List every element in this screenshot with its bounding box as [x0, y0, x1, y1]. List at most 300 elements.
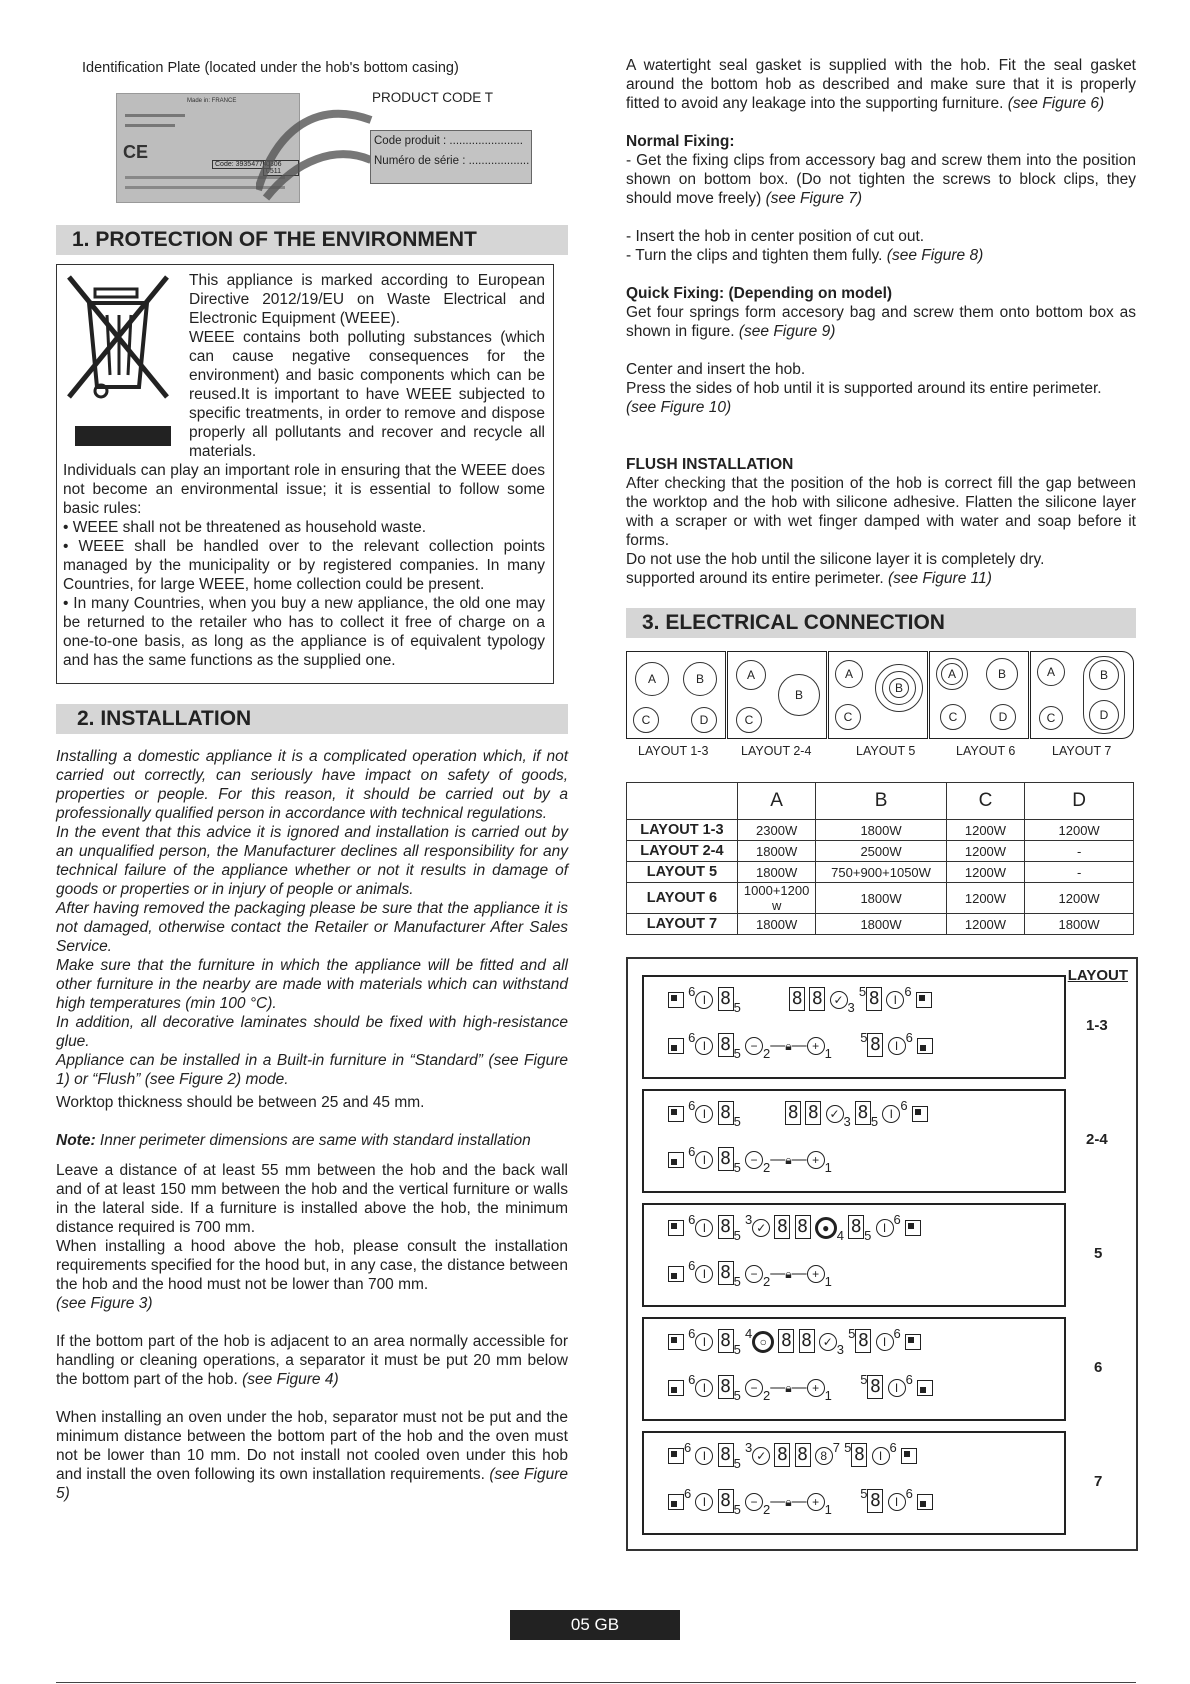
label-6: 6 [905, 1372, 913, 1387]
minus-icon: − [745, 1265, 763, 1283]
plate-made-in: Made in: FRANCE [187, 98, 237, 104]
power-icon: I [888, 1493, 906, 1511]
cell-b: 750+900+1050W [816, 862, 946, 883]
control-panel-2-4 [642, 1089, 1066, 1193]
insert-1: - Insert the hob in center position of cut out. [626, 228, 925, 245]
digit-display: 8 [851, 1443, 867, 1467]
zone-c: C [736, 707, 762, 733]
zone-indicator-icon [917, 1380, 933, 1396]
fitting-text [626, 56, 1136, 588]
control-panel-5 [642, 1203, 1066, 1307]
label-5: 5 [733, 1046, 741, 1061]
label-6: 6 [905, 1030, 913, 1045]
normal-fixing-text [626, 151, 1136, 208]
label-6: 6 [893, 1326, 901, 1341]
control-panel-6 [642, 1317, 1066, 1421]
digit-display: 8 [867, 1033, 883, 1057]
zone-b-triple [875, 664, 923, 712]
id-plate-figure [116, 90, 536, 210]
row-name: LAYOUT 1-3 [627, 820, 738, 841]
zone-indicator-icon [668, 1038, 684, 1054]
ce-mark: CE [123, 142, 149, 162]
timer-digit: 8 [774, 1215, 790, 1239]
zone-indicator-icon [668, 1220, 684, 1236]
timer-icon: ✓ [752, 1447, 770, 1465]
zone-indicator-icon [668, 1334, 684, 1350]
inst-d3 [56, 1332, 568, 1389]
label-5: 5 [860, 1486, 868, 1501]
plus-icon: + [807, 1265, 825, 1283]
flush-sup-body: supported around its entire perimeter. [626, 570, 884, 587]
minus-icon: − [745, 1379, 763, 1397]
timer-digit: 8 [785, 1101, 801, 1125]
label-1: 1 [824, 1274, 832, 1289]
code-produit: Code produit : ....................... [374, 135, 523, 147]
plus-icon: + [807, 1379, 825, 1397]
product-code-label: PRODUCT CODE T [372, 90, 494, 105]
label-1: 1 [824, 1388, 832, 1403]
weee-box [56, 264, 554, 684]
label-5: 5 [733, 1456, 741, 1471]
cell-c: 1200W [946, 862, 1025, 883]
weee-b2: • WEEE shall be handled over to the relevant collection points managed by the municipality or by registered companies. In many Countries, for large WEEE, home collection could be present. [63, 538, 545, 593]
label-5: 5 [733, 1114, 741, 1129]
digit-display: 8 [718, 1443, 734, 1467]
header-b: B [816, 783, 946, 820]
label-6: 6 [684, 1486, 692, 1501]
plus-icon: + [807, 1037, 825, 1055]
cell-a: 1800W [737, 914, 816, 935]
label-6: 6 [688, 1372, 696, 1387]
plate-arrows [256, 90, 376, 210]
row-name: LAYOUT 2-4 [627, 841, 738, 862]
insert-2 [626, 246, 1136, 265]
digit-display: 8 [718, 1489, 734, 1513]
inst-d4 [56, 1408, 568, 1503]
section-3-heading: 3. ELECTRICAL CONNECTION [626, 608, 1136, 638]
quick-fixing-text [626, 303, 1136, 341]
label-5: 5 [733, 1228, 741, 1243]
cell-a: 1800W [737, 841, 816, 862]
cell-c: 1200W [946, 820, 1025, 841]
control-panel-7 [642, 1431, 1066, 1535]
label-6: 6 [904, 984, 912, 999]
label-2: 2 [762, 1046, 771, 1061]
cell-b: 1800W [816, 914, 946, 935]
label-6: 6 [688, 1098, 696, 1113]
zone-indicator-icon [668, 992, 684, 1008]
cell-c: 1200W [946, 914, 1025, 935]
power-icon: I [695, 1151, 713, 1169]
timer-digit: 8 [795, 1215, 811, 1239]
timer-digit: 8 [795, 1443, 811, 1467]
power-icon: I [886, 991, 904, 1009]
page-number: 05 GB [510, 1610, 680, 1640]
power-icon: I [876, 1333, 894, 1351]
zone-indicator-icon [668, 1380, 684, 1396]
power-icon: I [872, 1447, 890, 1465]
cell-d: 1200W [1025, 883, 1134, 914]
panel-row-bottom: 6I 8 5 − 2—🔒︎— + 1 [668, 1147, 832, 1171]
plate-date: 0306 0511 [263, 160, 299, 176]
zone-d: D [990, 704, 1016, 730]
inst-d4-ref: (see Figure 5) [56, 1466, 568, 1502]
center-insert: Center and insert the hob. [626, 361, 806, 378]
section-1-heading: 1. PROTECTION OF THE ENVIRONMENT [56, 225, 568, 255]
panel-label-2-4: 2-4 [1086, 1131, 1108, 1148]
power-icon: I [695, 1447, 713, 1465]
panels-header: LAYOUT [1067, 967, 1128, 984]
normal-fixing-title: Normal Fixing: [626, 133, 735, 150]
label-1: 1 [824, 1160, 832, 1175]
panel-row-top [668, 1326, 921, 1357]
panel-label-7: 7 [1094, 1473, 1103, 1490]
inst-i2: In the event that this advice it is ignored and installation is carried out by an unqualified person, the Manufacturer declines all responsibility for any technical failure of the appliance whether or not it results in damage of goods or properties or in injury of people or animals. [56, 824, 568, 898]
quick-body: Get four springs form accesory bag and screw them onto bottom box as shown in figure. [626, 304, 1136, 340]
power-icon: I [695, 991, 713, 1009]
quick-ref: (see Figure 9) [738, 323, 836, 340]
zone-c: C [835, 704, 861, 730]
power-table [626, 782, 1134, 935]
panel-label-1-3: 1-3 [1086, 1017, 1108, 1034]
label-5: 5 [733, 1342, 741, 1357]
table-row [627, 914, 1134, 935]
digit-display: 8 [718, 1033, 734, 1057]
label-3: 3 [836, 1342, 844, 1357]
label-6: 6 [900, 1098, 908, 1113]
zone-indicator-icon [668, 1152, 684, 1168]
dual-zone-icon: ○ [752, 1331, 774, 1353]
cell-b: 2500W [816, 841, 946, 862]
cell-a: 2300W [737, 820, 816, 841]
zone-c: C [940, 704, 966, 730]
panel-row-top [668, 1440, 917, 1471]
timer-icon: ✓ [752, 1219, 770, 1237]
timer-digit: 8 [789, 987, 805, 1011]
header-empty [627, 783, 738, 820]
label-5: 5 [870, 1114, 879, 1129]
timer-digit: 8 [774, 1443, 790, 1467]
inst-d3-ref: (see Figure 4) [242, 1371, 339, 1388]
weee-p3: Individuals can play an important role in ensuring that the WEEE does not become an environmental issue; it is essential to follow some basic rules: [63, 462, 545, 517]
label-3: 3 [847, 1000, 855, 1015]
layout-6-diagram [929, 651, 1029, 739]
timer-icon: ✓ [819, 1333, 837, 1351]
digit-display: 8 [848, 1215, 864, 1239]
label-5: 5 [733, 1502, 741, 1517]
section-2-heading: 2. INSTALLATION [56, 704, 568, 734]
timer-digit: 8 [799, 1329, 815, 1353]
label-4: 4 [744, 1326, 753, 1341]
zone-indicator-icon [912, 1106, 928, 1122]
label-2: 2 [762, 1502, 771, 1517]
weee-p2: WEEE contains both polluting substances (which can cause negative consequences for the environment) and basic components which can be reused.It is important to have WEEE subjected to specific treatments, in order to remove and dispose properly all pollutants and recover and recycle all materials. [189, 329, 545, 460]
label-7: 7 [832, 1440, 840, 1455]
weee-bin-icon [63, 271, 173, 446]
note-text: Inner perimeter dimensions are same with standard installation [99, 1132, 531, 1149]
layout-2-4-diagram [727, 651, 827, 739]
digit-display: 8 [867, 1375, 883, 1399]
power-icon: I [882, 1105, 900, 1123]
power-icon: I [695, 1105, 713, 1123]
label-6: 6 [684, 1440, 692, 1455]
label-5: 5 [860, 1372, 868, 1387]
digit-display: 8 [866, 987, 882, 1011]
zone-b: B [778, 674, 820, 716]
timer-digit: 8 [805, 1101, 821, 1125]
plus-icon: + [807, 1493, 825, 1511]
panel-row-bottom: 6 I 8 5 − 2—🔒︎— + 1 5 8 I6 [668, 1489, 933, 1513]
power-icon: I [695, 1219, 713, 1237]
panel-label-5: 5 [1094, 1245, 1103, 1262]
label-6: 6 [688, 984, 696, 999]
weee-b3: • In many Countries, when you buy a new appliance, the old one may be returned to the retailer who has to collect it free of charge on a one-to-one basis, as long as the appliance is of equivalent typology and has the same functions as the supplied one. [63, 595, 545, 669]
seal-body: A watertight seal gasket is supplied with the hob. Fit the seal gasket around the bottom hob as described and make sure that it is properly fitted to avoid any leakage into the supporting furniture. [626, 57, 1136, 112]
zone-indicator-icon [668, 1448, 684, 1464]
zone-a: A [736, 660, 766, 690]
label-6: 6 [688, 1144, 696, 1159]
installation-text [56, 747, 568, 1503]
table-row [627, 862, 1134, 883]
normal-body: - Get the fixing clips from accessory bag and screw them into the position shown on bottom box. (Do not tighten the screws to block clips, they should move freely) [626, 152, 1136, 207]
bridge-zone-icon: 8 [815, 1447, 833, 1465]
power-icon: I [695, 1265, 713, 1283]
layout-caption-6: LAYOUT 6 [956, 744, 1016, 758]
digit-display: 8 [718, 987, 734, 1011]
label-5: 5 [733, 1160, 741, 1175]
label-5: 5 [733, 1000, 741, 1015]
label-6: 6 [893, 1212, 901, 1227]
zone-a: A [835, 660, 863, 688]
flush-title: FLUSH INSTALLATION [626, 456, 794, 473]
label-6: 6 [688, 1258, 696, 1273]
label-4: 4 [836, 1228, 844, 1243]
quick-fixing-title: Quick Fixing: (Depending on model) [626, 285, 893, 302]
id-plate-caption: Identification Plate (located under the hob's bottom casing) [82, 60, 459, 76]
zone-indicator-icon [668, 1266, 684, 1282]
inst-worktop: Worktop thickness should be between 25 and 45 mm. [56, 1094, 425, 1111]
table-row [627, 841, 1134, 862]
triple-zone-icon: ● [815, 1217, 837, 1239]
zone-indicator-icon [917, 1038, 933, 1054]
panel-row-bottom: 6I 8 5 − 2—🔒︎— + 1 5 8 I6 [668, 1033, 933, 1057]
cell-d: - [1025, 862, 1134, 883]
panel-row-bottom: 6I 8 5 − 2—🔒︎— + 1 5 8 I6 [668, 1375, 933, 1399]
label-5: 5 [848, 1326, 856, 1341]
press-ref: (see Figure 10) [626, 399, 732, 416]
layout-caption-5: LAYOUT 5 [856, 744, 916, 758]
insert-2-ref: (see Figure 8) [886, 247, 984, 264]
label-1: 1 [824, 1046, 832, 1061]
label-3: 3 [744, 1440, 753, 1455]
flush-dry: Do not use the hob until the silicone layer it is completely dry. [626, 551, 1045, 568]
zone-a: A [941, 663, 963, 685]
inst-d1: Leave a distance of at least 55 mm between the hob and the back wall and of at least 150 mm between the hob and the vertical furniture or walls in the lateral side. If a furniture is installed above the hob, the minimum distance required is 700 mm. [56, 1162, 568, 1236]
row-name: LAYOUT 7 [627, 914, 738, 935]
timer-icon: ✓ [826, 1105, 844, 1123]
control-panels-figure [626, 957, 1138, 1551]
label-6: 6 [688, 1212, 696, 1227]
digit-display: 8 [718, 1101, 734, 1125]
panel-row-top [668, 984, 932, 1015]
label-6: 6 [889, 1440, 897, 1455]
digit-display: 8 [855, 1329, 871, 1353]
cell-b: 1800W [816, 820, 946, 841]
panel-row-top [668, 1098, 928, 1129]
inst-i1: Installing a domestic appliance it is a complicated operation which, if not carried out correctly, can seriously have impact on safety of goods, properties or people. For this reason, it should be carried out by a professionally qualified person in accordance with technical regulations. [56, 748, 568, 822]
inst-d2-ref: (see Figure 3) [56, 1295, 153, 1312]
power-icon: I [888, 1379, 906, 1397]
cell-c: 1200W [946, 883, 1025, 914]
label-2: 2 [762, 1388, 771, 1403]
inst-d4-text: When installing an oven under the hob, separator must not be put and the minimum distance between the bottom part of the hob and the oven must not be lower than 10 mm. Do not install not cooled oven under this hob and install the oven following its own installation requirements. [56, 1409, 568, 1483]
zone-indicator-icon [905, 1220, 921, 1236]
label-6: 6 [688, 1326, 696, 1341]
power-icon: I [695, 1493, 713, 1511]
inst-d2: When installing a hood above the hob, please consult the installation requirements specified for the hood but, in any case, the distance between the hob and the hood must not be lower than 700 mm. [56, 1238, 568, 1293]
power-icon: I [695, 1333, 713, 1351]
flush-supported [626, 569, 1136, 588]
cell-c: 1200W [946, 841, 1025, 862]
timer-icon: ✓ [830, 991, 848, 1009]
digit-display: 8 [718, 1261, 734, 1285]
zone-indicator-icon [668, 1106, 684, 1122]
inst-i5: In addition, all decorative laminates should be fixed with high-resistance glue. [56, 1014, 568, 1050]
cell-d: 1800W [1025, 914, 1134, 935]
minus-icon: − [745, 1493, 763, 1511]
seal-text [626, 56, 1136, 113]
flush-text: After checking that the position of the hob is correct fill the gap between the worktop and the hob with silicone adhesive. Flatten the silicone layer with a scraper or with wet finger damped with water and soap before it forms. [626, 475, 1136, 549]
inst-note [56, 1131, 568, 1150]
layout-caption-7: LAYOUT 7 [1052, 744, 1112, 758]
layout-diagrams [626, 651, 1136, 763]
zone-indicator-icon [901, 1448, 917, 1464]
power-icon: I [695, 1379, 713, 1397]
weee-p1: This appliance is marked according to European Directive 2012/19/EU on Waste Electrical and Electronic Equipment (WEEE). [189, 272, 545, 327]
label-6: 6 [688, 1030, 696, 1045]
footer-rule [56, 1682, 1136, 1683]
zone-b: B [986, 658, 1018, 690]
inst-d3-text: If the bottom part of the hob is adjacent to an area normally accessible for handling or cleaning operations, a separator it must be put 20 mm below the bottom part of the hob. [56, 1333, 568, 1388]
zone-d: D [691, 707, 717, 733]
zone-b: B [889, 678, 909, 698]
digit-display: 8 [867, 1489, 883, 1513]
lock-icon: 🔒︎ [785, 1381, 792, 1395]
row-name: LAYOUT 5 [627, 862, 738, 883]
lock-icon: 🔒︎ [785, 1039, 792, 1053]
label-5: 5 [860, 1030, 868, 1045]
label-5: 5 [844, 1440, 852, 1455]
code-box [370, 130, 532, 184]
zone-a-dual [936, 658, 968, 690]
zone-indicator-icon [668, 1494, 684, 1510]
power-icon: I [876, 1219, 894, 1237]
zone-a: A [1037, 658, 1065, 686]
digit-display: 8 [718, 1215, 734, 1239]
minus-icon: − [745, 1151, 763, 1169]
layout-caption-1-3: LAYOUT 1-3 [638, 744, 709, 758]
header-d: D [1025, 783, 1134, 820]
weee-b1: • WEEE shall not be threatened as household waste. [63, 519, 427, 536]
zone-a: A [635, 662, 669, 696]
zone-c: C [633, 707, 659, 733]
plus-icon: + [807, 1151, 825, 1169]
flush-ref: (see Figure 11) [887, 570, 992, 587]
cell-d: 1200W [1025, 820, 1134, 841]
note-label: Note: [56, 1132, 96, 1149]
layout-1-3-diagram [626, 651, 726, 739]
inst-i6: Appliance can be installed in a Built-in furniture in “Standard” (see Figure 1) or “Flush” (see Figure 2) mode. [56, 1052, 568, 1088]
header-c: C [946, 783, 1025, 820]
label-2: 2 [762, 1274, 771, 1289]
zone-b: B [1089, 660, 1119, 690]
inst-i4: Make sure that the furniture in which the appliance will be fitted and all other furniture in the nearby are made with materials which can withstand high temperatures (min 100 °C). [56, 957, 568, 1012]
seal-ref: (see Figure 6) [1007, 95, 1105, 112]
table-row [627, 883, 1134, 914]
cell-a: 1000+1200 w [737, 883, 816, 914]
lock-icon: 🔒︎ [785, 1267, 792, 1281]
table-row [627, 820, 1134, 841]
zone-b: B [683, 662, 717, 696]
digit-display: 8 [855, 1101, 871, 1125]
layout-caption-2-4: LAYOUT 2-4 [741, 744, 812, 758]
label-2: 2 [762, 1160, 771, 1175]
zone-b-mid [882, 671, 916, 705]
label-1: 1 [824, 1502, 832, 1517]
layout-7-diagram [1030, 651, 1134, 739]
plate-code: Code: 39354774 [212, 160, 270, 169]
lock-icon: 🔒︎ [785, 1153, 792, 1167]
digit-display: 8 [718, 1329, 734, 1353]
cell-b: 1800W [816, 883, 946, 914]
label-5: 5 [733, 1274, 741, 1289]
panel-row-bottom: 6I 8 5 − 2—🔒︎— + 1 [668, 1261, 832, 1285]
power-icon: I [695, 1037, 713, 1055]
digit-display: 8 [718, 1147, 734, 1171]
press-sides: Press the sides of hob until it is supported around its entire perimeter. [626, 380, 1102, 397]
cell-d: - [1025, 841, 1134, 862]
zone-c: C [1039, 706, 1063, 730]
numero-serie: Numéro de série : ................... [374, 155, 530, 167]
normal-ref: (see Figure 7) [765, 190, 863, 207]
row-name: LAYOUT 6 [627, 883, 738, 914]
label-5: 5 [858, 984, 867, 999]
power-table-header [627, 783, 1134, 820]
label-3: 3 [744, 1212, 753, 1227]
label-3: 3 [843, 1114, 851, 1129]
zone-indicator-icon [905, 1334, 921, 1350]
cell-a: 1800W [737, 862, 816, 883]
minus-icon: − [745, 1037, 763, 1055]
power-icon: I [888, 1037, 906, 1055]
zone-indicator-icon [917, 1494, 933, 1510]
timer-digit: 8 [778, 1329, 794, 1353]
digit-display: 8 [718, 1375, 734, 1399]
label-5: 5 [864, 1228, 872, 1243]
label-5: 5 [733, 1388, 741, 1403]
zone-indicator-icon [916, 992, 932, 1008]
label-6: 6 [905, 1486, 913, 1501]
insert-2-body: - Turn the clips and tighten them fully. [626, 247, 883, 264]
layout-5-diagram [828, 651, 928, 739]
lock-icon: 🔒︎ [785, 1495, 792, 1509]
panel-row-top [668, 1212, 921, 1243]
control-panel-1-3 [642, 975, 1066, 1079]
panel-label-6: 6 [1094, 1359, 1103, 1376]
header-a: A [737, 783, 816, 820]
inst-i3: After having removed the packaging please be sure that the appliance it is not damaged, otherwise contact the Retailer or Manufacturer After Sales Service. [56, 900, 568, 955]
timer-digit: 8 [809, 987, 825, 1011]
